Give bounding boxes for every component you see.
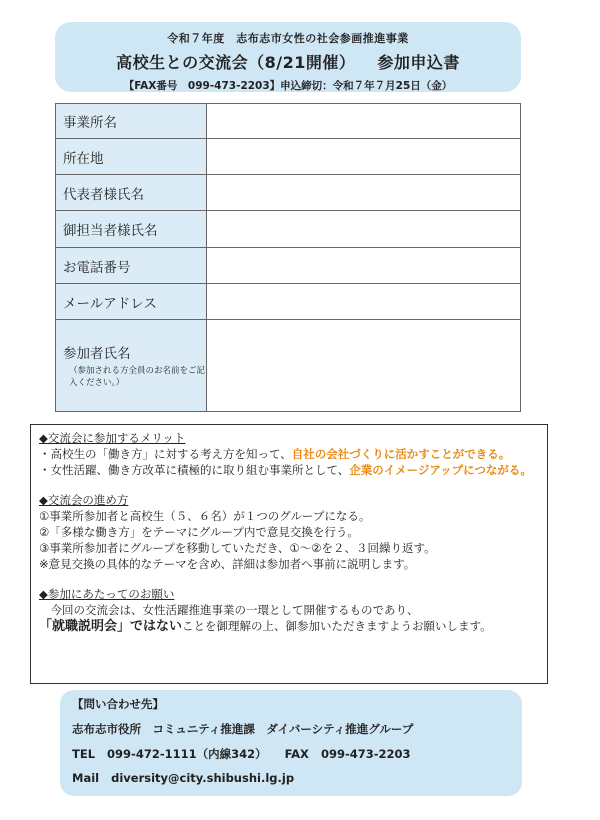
- fax-number: 099-473-2203: [320, 747, 411, 761]
- application-form: [55, 103, 521, 412]
- process-step: ②「多様な働き方」をテーマにグループ内で意見交換を行う。: [39, 525, 359, 539]
- merit-item-2: ・女性活躍、働き方改革に積極的に取り組む事業所として、企業のイメージアップにつながる。: [39, 463, 532, 477]
- label-participants: [56, 320, 207, 412]
- contact-mail: Mail diversity@city.shibushi.lg.jp: [72, 771, 295, 785]
- representative-field[interactable]: [207, 175, 521, 211]
- request-text: 今回の交流会は、女性活躍推進事業の一環として開催するものであり、 「就職説明会」ではないことを御理解の上、御参加いただきますようお願いします。: [39, 603, 492, 634]
- header-subtitle: 令和７年度 志布志市女性の社会参画推進事業: [167, 32, 409, 45]
- contact-phone-fax: TEL 099-472-1111（内線342） FAX 099-473-2203: [72, 747, 411, 761]
- merit-item-1: ・高校生の「働き方」に対する考え方を知って、自社の会社づくりに活かすことができる。: [39, 447, 511, 461]
- merit-highlight-1: 自社の会社づくりに活かすことができる。: [291, 447, 511, 461]
- participants-field[interactable]: [207, 320, 521, 412]
- title-main: 高校生との交流会（8/21開催）: [116, 53, 356, 72]
- contact-person-field[interactable]: [207, 211, 521, 248]
- info-box: [30, 424, 548, 684]
- phone-field[interactable]: [207, 248, 521, 284]
- process-step: ①事業所参加者と高校生（５、６名）が１つのグループになる。: [39, 509, 371, 523]
- participants-note: （参加される方全員のお名前をご記入ください。）: [69, 366, 206, 388]
- address-field[interactable]: [207, 139, 521, 175]
- company-field[interactable]: [207, 104, 521, 139]
- header-banner: [55, 22, 521, 92]
- label-address: 所在地: [56, 139, 207, 175]
- title-suffix: 参加申込書: [377, 53, 460, 72]
- tel-number: 099-472-1111（内線342）: [107, 747, 267, 761]
- label-representative: 代表者様氏名: [56, 175, 207, 211]
- label-company: 事業所名: [56, 104, 207, 139]
- participants-label: 参加者氏名: [63, 346, 131, 362]
- process-step: ③事業所参加者にグループを移動していただき、①～②を２、３回繰り返す。: [39, 541, 436, 555]
- label-phone: お電話番号: [56, 248, 207, 284]
- contact-org: 志布志市役所 コミュニティ推進課 ダイバーシティ推進グループ: [72, 722, 414, 736]
- page-title: [55, 50, 521, 73]
- request-emphasis: 「就職説明会」ではない: [39, 619, 183, 634]
- process-heading: ◆交流会の進め方: [39, 493, 129, 507]
- label-email: メールアドレス: [56, 284, 207, 320]
- contact-box: [60, 690, 522, 796]
- contact-heading: 【問い合わせ先】: [72, 697, 164, 711]
- merit-highlight-2: 企業のイメージアップにつながる。: [349, 463, 532, 477]
- request-heading: ◆参加にあたってのお願い: [39, 587, 175, 601]
- process-note: ※意見交換の具体的なテーマを含め、詳細は参加者へ事前に説明します。: [39, 557, 416, 571]
- mail-address[interactable]: diversity@city.shibushi.lg.jp: [111, 771, 295, 785]
- merit-heading: ◆交流会に参加するメリット: [39, 431, 186, 445]
- fax-deadline: 【FAX番号 099-473-2203】申込締切：令和７年７月25日（金）: [123, 80, 453, 92]
- email-field[interactable]: [207, 284, 521, 320]
- label-contact-person: 御担当者様氏名: [56, 211, 207, 248]
